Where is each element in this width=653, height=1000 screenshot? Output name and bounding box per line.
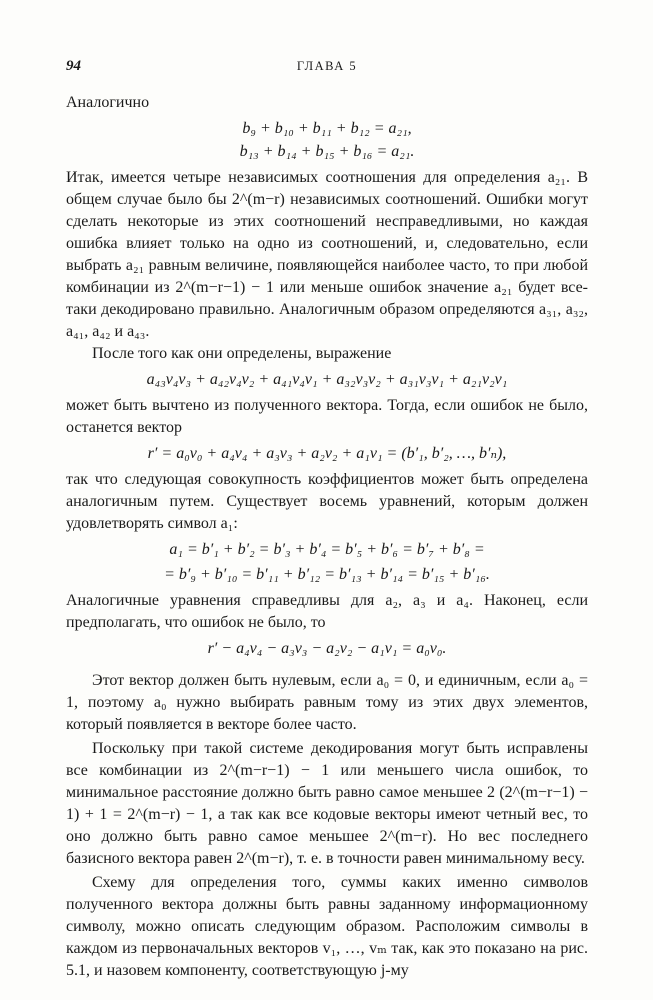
paragraph-eight-equations: так что следующая совокупность коэффициентов может быть определена аналогичным путем. Существует восемь уравнений, которым должен удовлетворять символ a₁: bbox=[66, 471, 588, 532]
paragraph-min-distance: Поскольку при такой системе декодирования могут быть исправлены все комбинации из 2^(m−r−1) − 1 или меньшего числа ошибок, то минимальное расстояние должно быть равно самое меньшее 2 (2^(m−r−1) − 1) + 1 = 2^(m−r) − 1, а так как все кодовые векторы имеют четный вес, то оно должно быть равно самое меньшее 2^(m−r). Но вес последнего базисного вектора равен 2^(m−r), т. е. в точности равен минимальному весу. bbox=[66, 740, 588, 867]
formula-a0: r′ − a₄v₄ − a₃v₃ − a₂v₂ − a₁v₁ = a₀v₀. bbox=[207, 640, 447, 657]
paragraph-subtract: может быть вычтено из полученного вектора. Тогда, если ошибок не было, останется вектор bbox=[66, 397, 588, 436]
paragraph-scheme: Схему для определения того, суммы каких именно символов полученного вектора должны быть равны заданному информационному символу, можно описать следующим образом. Расположим символы в каждом из первоначальных векторов v₁, …, vₘ так, как это показано на рис. 5.1, и назовем компоненту, соответствующую j-му bbox=[66, 874, 588, 979]
paragraph-zero-vector: Этот вектор должен быть нулевым, если a₀ = 0, и единичным, если a₀ = 1, поэтому a₀ нужно выбирать равным тому из этих двух элементов, который появляется в векторе более часто. bbox=[66, 672, 588, 733]
paragraph-intro: Аналогично bbox=[66, 94, 150, 111]
page-header bbox=[66, 58, 588, 78]
formula-a1-line2: = b′₉ + b′₁₀ = b′₁₁ + b′₁₂ = b′₁₃ + b′₁₄ = b′₁₅ + b′₁₆. bbox=[164, 566, 490, 583]
paragraph-similar-equations: Аналогичные уравнения справедливы для a₂, a₃ и a₄. Наконец, если предполагать, что ошибок не было, то bbox=[66, 592, 588, 631]
formula-b13-b16: b₁₃ + b₁₄ + b₁₅ + b₁₆ = a₂₁. bbox=[239, 143, 415, 160]
paragraph-expression-intro: После того как они определены, выражение bbox=[92, 345, 392, 362]
running-head: ГЛАВА 5 bbox=[296, 59, 358, 73]
formula-second-order-terms: a₄₃v₄v₃ + a₄₂v₄v₂ + a₄₁v₄v₁ + a₃₂v₃v₂ + a₃₁v₃v₁ + a₂₁v₂v₁ bbox=[146, 371, 508, 388]
page-body bbox=[66, 92, 588, 982]
formula-remaining-vector: r′ = a₀v₀ + a₄v₄ + a₃v₃ + a₂v₂ + a₁v₁ = (b′₁, b′₂, …, b′ₙ), bbox=[147, 445, 507, 462]
formula-b9-b12: b₉ + b₁₀ + b₁₁ + b₁₂ = a₂₁, bbox=[242, 120, 412, 137]
formula-a1-line1: a₁ = b′₁ + b′₂ = b′₃ + b′₄ = b′₅ + b′₆ = b′₇ + b′₈ = bbox=[169, 541, 485, 558]
paragraph-relations: Итак, имеется четыре независимых соотношения для определения a₂₁. В общем случае было бы 2^(m−r) независимых соотношений. Ошибки могут сделать некоторые из этих соотношений несправедливыми, но каждая ошибка влияет только на одно из соотношений, и, следовательно, если выбрать a₂₁ равным величине, появляющейся наиболее часто, то при любой комбинации из 2^(m−r−1) − 1 или меньше ошибок значение a₂₁ будет все-таки декодировано правильно. Аналогичным образом определяются a₃₁, a₃₂, a₄₁, a₄₂ и a₄₃. bbox=[66, 169, 588, 340]
page-number: 94 bbox=[66, 58, 81, 74]
